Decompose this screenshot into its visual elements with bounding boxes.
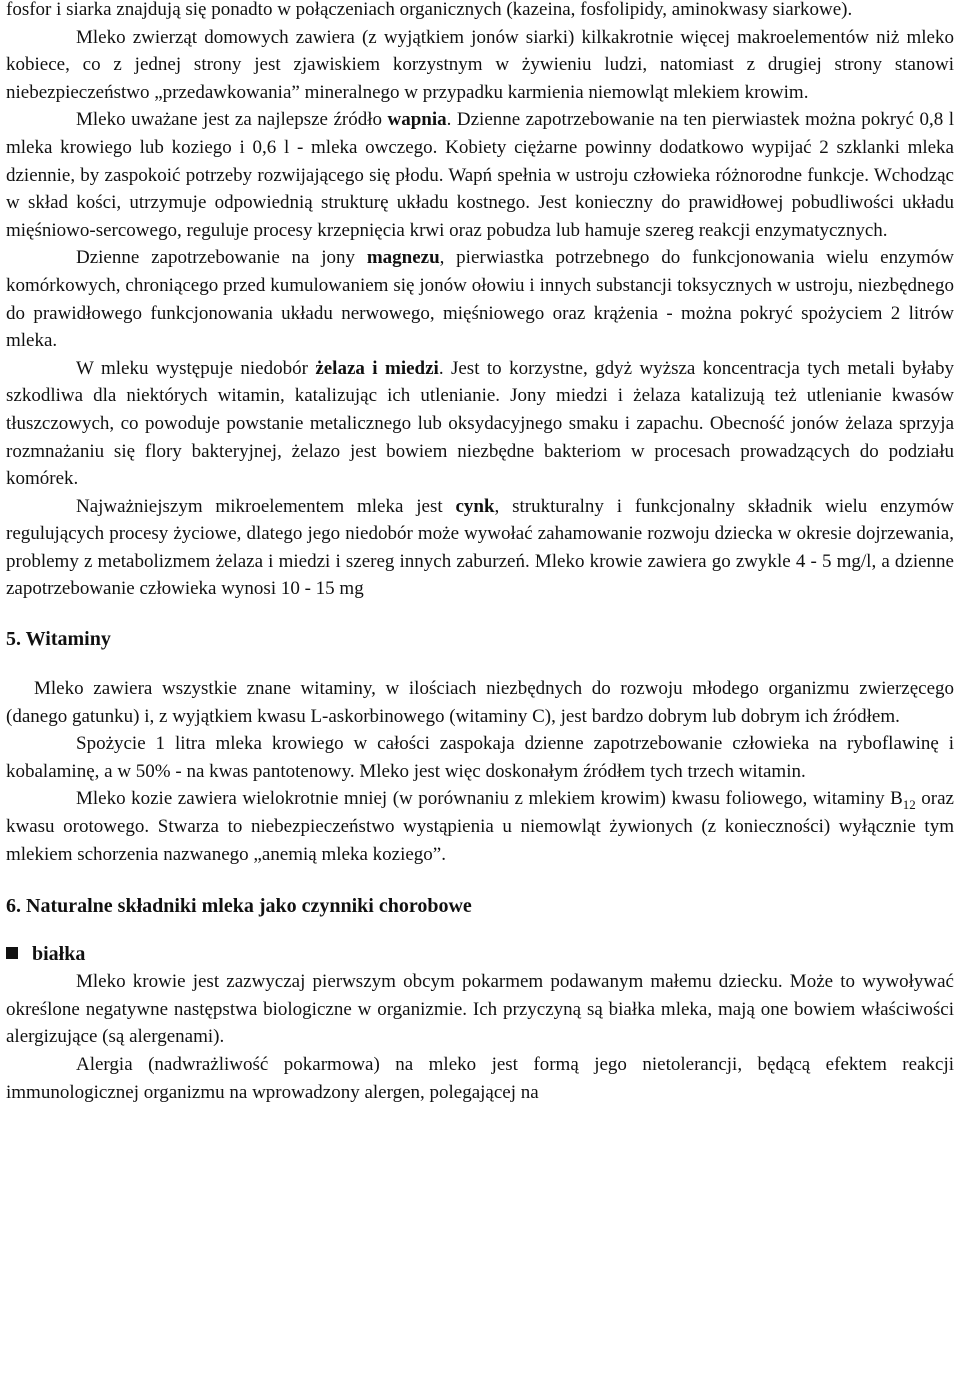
paragraph-text: , pierwiastka potrzebnego do funkcjonowania wielu enzymów komórkowych, chroniącego przed kumulowaniem się jonów ołowiu i innych substancji toksycznych w ustroju, niezbędnego do prawidłowego funkcjonowania układu nerwowego, mięśniowego oraz krążenia - można pokryć spożyciem 2 litrów mleka. xyxy=(6,247,954,352)
paragraph-magnesium xyxy=(6,244,954,354)
paragraph-riboflavin xyxy=(6,730,954,785)
bold-term-zinc: cynk xyxy=(455,495,495,517)
paragraph-text: Alergia (nadwrażliwość pokarmowa) na mleko jest formą jego nietolerancji, będącą efektem reakcji immunologicznej organizmu na wprowadzony alergen, polegającej na xyxy=(6,1054,954,1103)
paragraph-text: Mleko kozie zawiera wielokrotnie mniej (w porównaniu z mlekiem krowim) kwasu foliowego, witaminy B xyxy=(76,788,903,810)
paragraph-text: . Jest to korzystne, gdyż wyższa koncentracja tych metali byłaby szkodliwa dla niektórych witamin, katalizując ich utlenianie. Jony miedzi i żelaza katalizują też utlenianie kwasów tłuszczowych, co powoduje powstanie metalicznego lub oksydacyjnego smaku i zapachu. Obecność jonów żelaza sprzyja rozmnażaniu się flory bakteryjnej, żelazo jest bowiem niezbędne bakteriom w procesach prowadzących do podziału komórek. xyxy=(6,357,954,490)
paragraph-text: Dzienne zapotrzebowanie na jony xyxy=(76,247,367,269)
square-bullet-icon xyxy=(6,947,18,959)
paragraph-text: Mleko zwierząt domowych zawiera (z wyjątkiem jonów siarki) kilkakrotnie więcej makroelementów niż mleko kobiece, co z jednej strony jest zjawiskiem korzystnym w żywieniu ludzi, natomiast z drugiej strony stanowi niebezpieczeństwo „przedawkowania” mineralnego w przypadku karmienia niemowląt mlekiem krowim. xyxy=(6,26,954,103)
bold-term-magnesium: magnezu xyxy=(366,247,440,269)
paragraph-calcium xyxy=(6,106,954,244)
section-heading-disease-factors: 6. Naturalne składniki mleka jako czynniki chorobowe xyxy=(6,895,472,918)
paragraph-text: Spożycie 1 litra mleka krowiego w całości zaspokaja dzienne zapotrzebowanie człowieka na ryboflawinę i kobalaminę, a w 50% - na kwas pantotenowy. Mleko jest więc doskonałym źródłem tych trzech witamin. xyxy=(6,733,954,782)
bullet-heading-proteins xyxy=(6,940,954,968)
paragraph-text: . Dzienne zapotrzebowanie na ten pierwiastek można pokryć 0,8 l mleka krowiego lub koziego i 0,6 l - mleka owczego. Kobiety ciężarne powinny dodatkowo wypijać 2 szklanki mleka dziennie, by zaspokoić potrzeby rozwijającego się płodu. Wapń spełnia w ustroju człowieka różnorodne funkcje. Wchodząc w skład kości, utrzymuje odpowiednią strukturę układu kostnego. Jest konieczny do prawidłowej pobudliwości układu mięśniowo-sercowego, reguluje procesy krzepnięcia krwi oraz pobudza lub hamuje szereg reakcji enzymatycznych. xyxy=(6,109,954,241)
paragraph-text: W mleku występuje niedobór xyxy=(76,357,316,379)
paragraph-phosphorus-sulfur xyxy=(6,0,954,24)
paragraph-text: Mleko zawiera wszystkie znane witaminy, w ilościach niezbędnych do rozwoju młodego organizmu zwierzęcego (danego gatunku) i, z wyjątkiem kwasu L-askorbinowego (witaminy C), jest bardzo dobrym lub dobrym ich źródłem. xyxy=(6,678,954,727)
paragraph-text: fosfor i siarka znajdują się ponadto w połączeniach organicznych (kazeina, fosfolipidy, aminokwasy siarkowe). xyxy=(6,0,853,20)
paragraph-allergy-definition xyxy=(6,1051,954,1106)
paragraph-text: Najważniejszym mikroelementem mleka jest xyxy=(76,495,456,517)
bold-term-calcium: wapnia xyxy=(387,109,447,131)
paragraph-text: Mleko krowie jest zazwyczaj pierwszym obcym pokarmem podawanym małemu dziecku. Może to wywoływać określone negatywne następstwa biologiczne w organizmie. Ich przyczyną są białka mleka, mają one bowiem właściwości alergizujące (są alergenami). xyxy=(6,971,954,1048)
paragraph-text: oraz kwasu orotowego. Stwarza to niebezpieczeństwo wystąpienia u niemowląt żywionych (z konieczności) wyłącznie tym mlekiem schorzenia nazwanego „anemią mleka koziego”. xyxy=(6,788,954,865)
paragraph-cow-milk-allergy xyxy=(6,968,954,1051)
paragraph-macroelements xyxy=(6,24,954,107)
bullet-heading-label: białka xyxy=(32,943,86,966)
section-heading-vitamins: 5. Witaminy xyxy=(6,628,111,651)
subscript-12: 12 xyxy=(902,797,916,813)
bold-term-iron-copper: żelaza i miedzi xyxy=(315,357,439,379)
paragraph-text: Mleko uważane jest za najlepsze źródło xyxy=(76,109,388,131)
paragraph-vitamins-intro xyxy=(6,675,954,730)
paragraph-goat-milk xyxy=(6,785,954,868)
paragraph-zinc xyxy=(6,493,954,603)
paragraph-text: , strukturalny i funkcjonalny składnik wielu enzymów regulujących procesy życiowe, dlatego jego niedobór może wywołać zahamowanie rozwoju dziecka w okresie dojrzewania, problemy z metabolizmem żelaza i miedzi i szereg innych zaburzeń. Mleko krowie zawiera go zwykle 4 - 5 mg/l, a dzienne zapotrzebowanie człowieka wynosi 10 - 15 mg xyxy=(6,495,954,600)
paragraph-iron-copper xyxy=(6,355,954,493)
